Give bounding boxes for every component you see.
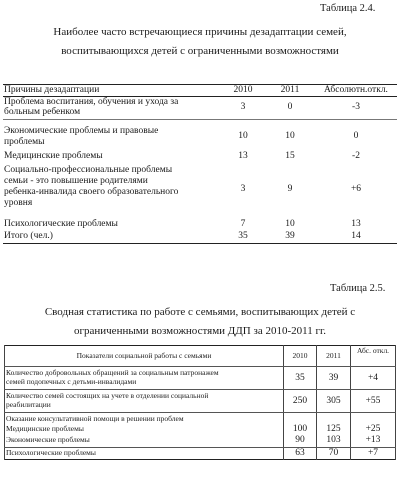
row-label-line: больным ребенком — [4, 107, 81, 117]
table2-title-line2: ограниченными возможностями ДДП за 2010-2011 гг. — [73, 325, 327, 337]
row-label-line: проблемы — [4, 137, 45, 147]
value-2010: 90 — [295, 435, 305, 445]
table1-title-line1: Наиболее часто встречающиеся причины дезадаптации семей, — [53, 26, 347, 38]
value-deviation: 13 — [351, 219, 361, 229]
value-2011: 9 — [287, 184, 293, 194]
row-label-line: Оказание консультативной помощи в решении проблем — [6, 414, 184, 423]
value-2011: 39 — [328, 373, 339, 383]
table2-header-deviation: Абс. откл. — [356, 346, 390, 355]
row-label-line: Социально-профессиональные проблемы — [4, 165, 173, 175]
table2-right-border — [395, 345, 396, 460]
table1-title-line2: воспитывающихся детей с ограниченными возможностями — [61, 45, 339, 57]
value-2011: 103 — [326, 435, 341, 445]
row-label-line: Психологические проблемы — [6, 448, 96, 457]
row-label-line: ребенка-инвалида своего образовательного — [4, 187, 179, 197]
value-deviation: -2 — [352, 151, 360, 161]
row-label-line: Количество семей состоящих на учете в отделении социальной — [6, 391, 209, 400]
value-deviation: 14 — [351, 231, 361, 241]
value-deviation: +55 — [365, 396, 381, 406]
row-label-line: Экономические проблемы и правовые — [4, 126, 159, 136]
row-label-line: Проблема воспитания, обучения и ухода за — [4, 97, 179, 107]
value-2010: 250 — [292, 396, 308, 406]
value-2010: 7 — [240, 219, 246, 229]
row-label-line: Итого (чел.) — [4, 231, 53, 241]
table2-caption: Таблица 2.5. — [330, 283, 386, 294]
value-2011: 125 — [326, 424, 341, 434]
value-deviation: +13 — [365, 435, 381, 445]
table1-header-reason: Причины дезадаптации — [4, 85, 100, 95]
row-label-line: Медицинские проблемы — [6, 424, 84, 433]
row-label-line: Количество добровольных обращений за социальным патронажем — [6, 368, 219, 377]
value-2011: 39 — [285, 231, 295, 241]
row-label-line: Медицинские проблемы — [4, 151, 103, 161]
table1-header-2010: 2010 — [233, 85, 253, 95]
value-2011: 0 — [287, 102, 293, 112]
table2-title-line1: Сводная статистика по работе с семьями, воспитывающих детей с — [44, 306, 356, 318]
value-2010: 63 — [295, 448, 305, 458]
table1-header-deviation: Абсолютн.откл. — [324, 85, 388, 95]
value-2011: 10 — [285, 219, 295, 229]
table1-caption: Таблица 2.4. — [320, 3, 376, 14]
row-divider — [3, 119, 397, 120]
value-2010: 3 — [240, 184, 246, 194]
value-2010: 100 — [292, 424, 308, 434]
row-label-line: семей подопечных с детьми-инвалидами — [6, 377, 137, 386]
value-2011: 305 — [326, 396, 341, 406]
value-deviation: +6 — [350, 184, 362, 194]
value-2011: 10 — [285, 131, 295, 141]
value-2011: 70 — [328, 448, 339, 458]
row-label-line: Экономические проблемы — [6, 435, 90, 444]
table2-left-border — [4, 345, 5, 460]
value-2010: 13 — [238, 151, 248, 161]
table2-top-border — [4, 345, 396, 346]
value-2010: 3 — [240, 102, 246, 112]
table2-header-rule — [4, 366, 396, 367]
value-deviation: +7 — [367, 448, 379, 458]
table2-bottom-border — [4, 459, 396, 460]
table2-header-2011: 2011 — [326, 351, 341, 360]
row-divider — [4, 412, 396, 413]
row-label-line: Психологические проблемы — [4, 219, 118, 229]
value-2011: 15 — [285, 151, 295, 161]
value-deviation: +25 — [365, 424, 381, 434]
value-deviation: -3 — [352, 102, 360, 112]
row-label-line: семьи - это повышение родителями — [4, 176, 148, 186]
table2-header-indicator: Показатели социальной работы с семьями — [76, 351, 212, 360]
table1-bottom-rule — [3, 243, 397, 244]
value-2010: 35 — [238, 231, 248, 241]
row-label-line: уровня — [4, 198, 33, 208]
value-2010: 10 — [238, 131, 248, 141]
row-divider — [4, 389, 396, 390]
table1-header-2011: 2011 — [280, 85, 300, 95]
value-deviation: +4 — [367, 373, 379, 383]
value-2010: 35 — [295, 373, 305, 383]
row-label-line: реабилитации — [6, 400, 51, 409]
table2-header-2010: 2010 — [292, 351, 308, 360]
value-deviation: 0 — [353, 131, 359, 141]
